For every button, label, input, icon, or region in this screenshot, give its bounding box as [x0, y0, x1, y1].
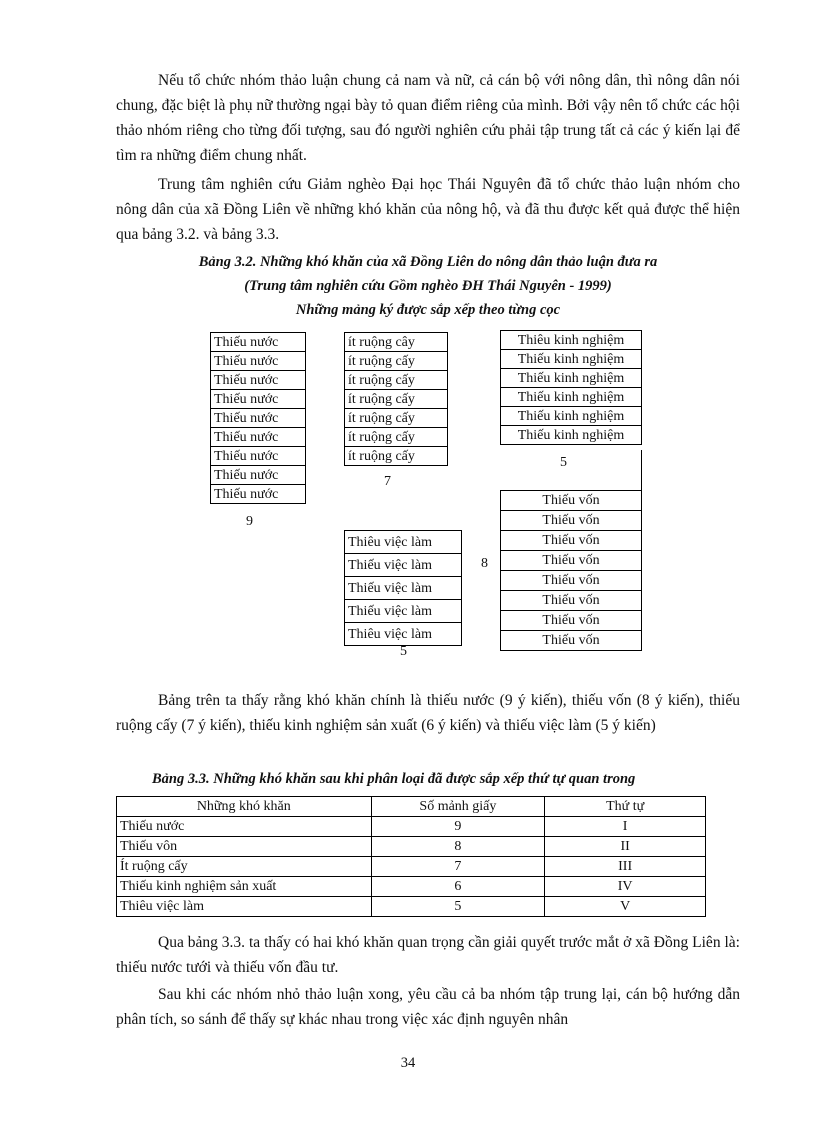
pile-card-label: Thiếu nước	[211, 333, 306, 352]
pile-card-label: Thiếu nước	[211, 485, 306, 504]
table-3-3	[116, 796, 706, 917]
column-header-paper-count: Số mảnh giấy	[371, 797, 545, 817]
paragraph-summary-table-3-3: Qua bảng 3.3. ta thấy có hai khó khăn quan trọng cần giải quyết trước mắt ở xã Đồng Liên là: thiếu nước tưới và thiếu vốn đầu tư.	[116, 934, 740, 976]
pile-card	[345, 577, 462, 600]
cell-difficulty: Thiếu vôn	[117, 837, 372, 857]
pile-card-label: Thiếu vốn	[501, 551, 642, 571]
pile-card	[501, 407, 642, 426]
table-3-2-caption: Bảng 3.2. Những khó khăn của xã Đồng Liên do nông dân thảo luận đưa ra	[198, 254, 658, 270]
pile-connector-line	[641, 450, 642, 490]
pile-card	[211, 352, 306, 371]
pile-card	[501, 331, 642, 350]
pile-card	[211, 371, 306, 390]
pile-card-label: Thiếu việc làm	[345, 577, 462, 600]
table-row	[117, 897, 706, 917]
pile-card	[211, 409, 306, 428]
pile-experience-count: 5	[560, 455, 567, 470]
cell-paper-count: 9	[371, 817, 545, 837]
pile-land	[344, 332, 448, 466]
pile-land-count: 7	[384, 474, 391, 489]
pile-card	[345, 428, 448, 447]
pile-card	[501, 551, 642, 571]
pile-card	[211, 390, 306, 409]
cell-paper-count: 5	[371, 897, 545, 917]
pile-card	[501, 491, 642, 511]
pile-card	[501, 388, 642, 407]
pile-card-label: Thiếu kinh nghiệm	[501, 407, 642, 426]
pile-card-label: Thiếu nước	[211, 409, 306, 428]
pile-card	[211, 333, 306, 352]
cell-rank: V	[545, 897, 706, 917]
pile-card-label: Thiếu nước	[211, 466, 306, 485]
pile-card	[211, 485, 306, 504]
pile-card-label: ít ruộng cấy	[345, 428, 448, 447]
pile-card	[345, 352, 448, 371]
pile-card-label: Thiếu vốn	[501, 591, 642, 611]
pile-card-label: ít ruộng cây	[345, 333, 448, 352]
pile-card	[501, 369, 642, 388]
paragraph-group-discussion: Sau khi các nhóm nhỏ thảo luận xong, yêu cầu cả ba nhóm tập trung lại, cán bộ hướng dẫn phân tích, so sánh để thấy sự khác nhau trong việc xác định nguyên nhân	[116, 986, 740, 1028]
pile-card	[211, 428, 306, 447]
pile-card-label: Thiếu vốn	[501, 611, 642, 631]
pile-card-label: Thiếu vốn	[501, 531, 642, 551]
pile-card-label: Thiêu việc làm	[345, 623, 462, 646]
paragraph-summary-table-3-2: Bảng trên ta thấy rằng khó khăn chính là thiếu nước (9 ý kiến), thiếu vốn (8 ý kiến), thiếu ruộng cấy (7 ý kiến), thiếu kinh nghiệm sản xuất (6 ý kiến) và thiếu việc làm (5 ý kiến)	[116, 692, 740, 734]
table-3-3-header-row	[117, 797, 706, 817]
pile-card	[345, 447, 448, 466]
pile-card	[501, 591, 642, 611]
cell-paper-count: 8	[371, 837, 545, 857]
pile-card-label: Thiếu vốn	[501, 491, 642, 511]
pile-card-label: Thiếu nước	[211, 371, 306, 390]
pile-card-label: Thiếu vốn	[501, 631, 642, 651]
pile-jobs-count: 5	[400, 644, 407, 659]
pile-card	[345, 390, 448, 409]
pile-card-label: Thiếu kinh nghiệm	[501, 350, 642, 369]
column-header-rank: Thứ tự	[545, 797, 706, 817]
cell-rank: I	[545, 817, 706, 837]
pile-experience	[500, 330, 642, 445]
pile-card-label: Thiếu nước	[211, 390, 306, 409]
table-row	[117, 877, 706, 897]
cell-rank: II	[545, 837, 706, 857]
pile-card-label: ít ruộng cấy	[345, 409, 448, 428]
table-row	[117, 817, 706, 837]
pile-card-label: Thiếu kinh nghiệm	[501, 388, 642, 407]
pile-card	[345, 333, 448, 352]
pile-card-label: Thiếu việc làm	[345, 600, 462, 623]
pile-card	[345, 531, 462, 554]
pile-card-label: Thiếu kinh nghiệm	[501, 426, 642, 445]
pile-card	[345, 600, 462, 623]
page-number: 34	[400, 1055, 416, 1071]
paragraph-research-center: Trung tâm nghiên cứu Giảm nghèo Đại học Thái Nguyên đã tổ chức thảo luận nhóm cho nông dân của xã Đồng Liên về những khó khăn của nông hộ, và đã thu được kết quả được thể hiện qua bảng 3.2. và bảng 3.3.	[116, 176, 740, 243]
cell-paper-count: 6	[371, 877, 545, 897]
pile-card-label: Thiếu vốn	[501, 571, 642, 591]
cell-rank: IV	[545, 877, 706, 897]
pile-card-label: Thiêu kinh nghiệm	[501, 331, 642, 350]
pile-capital	[500, 490, 642, 651]
cell-difficulty: Ít ruộng cấy	[117, 857, 372, 877]
table-3-2-source: (Trung tâm nghiên cứu Gồm nghèo ĐH Thái Nguyên - 1999)	[244, 278, 612, 294]
table-row	[117, 837, 706, 857]
pile-card	[501, 571, 642, 591]
pile-card	[211, 447, 306, 466]
pile-card	[345, 371, 448, 390]
pile-card-label: ít ruộng cấy	[345, 390, 448, 409]
cell-difficulty: Thiếu nước	[117, 817, 372, 837]
pile-water	[210, 332, 306, 504]
pile-jobs	[344, 530, 462, 646]
pile-card	[501, 511, 642, 531]
pile-card-label: ít ruộng cấy	[345, 447, 448, 466]
pile-card-label: Thiếu vốn	[501, 511, 642, 531]
pile-card-label: Thiếu nước	[211, 352, 306, 371]
pile-card-label: Thiếu việc làm	[345, 554, 462, 577]
pile-card-label: Thiếu nước	[211, 447, 306, 466]
pile-card-label: Thiếu nước	[211, 428, 306, 447]
pile-card	[501, 611, 642, 631]
table-3-2-subtitle: Những mảng ký được sắp xếp theo từng cọc	[295, 302, 561, 318]
paragraph-intro: Nếu tổ chức nhóm thảo luận chung cả nam và nữ, cả cán bộ với nông dân, thì nông dân nói chung, đặc biệt là phụ nữ thường ngại bày tỏ quan điểm riêng của mình. Bởi vậy nên tổ chức các hội thảo nhóm riêng cho từng đối tượng, sau đó người nghiên cứu phải tập trung tất cả các ý kiến lại để tìm ra những điểm chung nhất.	[116, 72, 740, 164]
pile-card	[501, 631, 642, 651]
pile-card	[501, 531, 642, 551]
pile-card	[501, 350, 642, 369]
table-3-3-caption: Bảng 3.3. Những khó khăn sau khi phân loại đã được sắp xếp thứ tự quan trong	[152, 771, 636, 787]
table-row	[117, 857, 706, 877]
cell-difficulty: Thiêu việc làm	[117, 897, 372, 917]
pile-card-label: Thiêu việc làm	[345, 531, 462, 554]
pile-card	[345, 409, 448, 428]
pile-card-label: ít ruộng cấy	[345, 352, 448, 371]
pile-card-label: Thiếu kinh nghiệm	[501, 369, 642, 388]
cell-rank: III	[545, 857, 706, 877]
pile-card	[211, 466, 306, 485]
pile-card	[501, 426, 642, 445]
column-header-difficulty: Những khó khăn	[117, 797, 372, 817]
pile-card	[345, 554, 462, 577]
pile-water-count: 9	[246, 514, 253, 529]
pile-card-label: ít ruộng cấy	[345, 371, 448, 390]
pile-capital-count: 8	[481, 556, 488, 571]
cell-difficulty: Thiếu kinh nghiệm sản xuất	[117, 877, 372, 897]
cell-paper-count: 7	[371, 857, 545, 877]
pile-card	[345, 623, 462, 646]
